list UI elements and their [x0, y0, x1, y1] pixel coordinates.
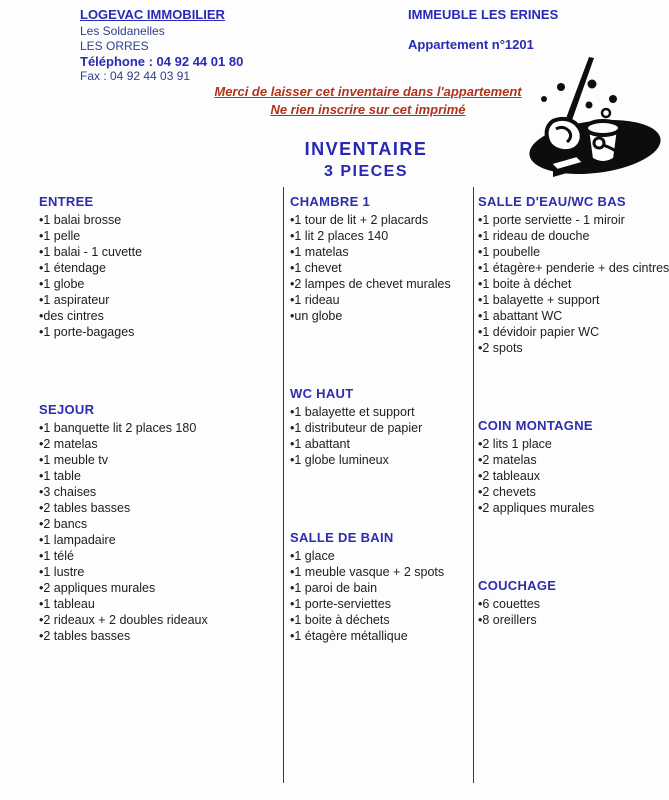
inventory-item: •1 balai brosse [39, 213, 122, 227]
section-heading: ENTREE [39, 194, 94, 209]
notice-line-2: Ne rien inscrire sur cet imprimé [270, 102, 466, 117]
inventory-item: •1 meuble vasque + 2 spots [290, 565, 445, 579]
inventory-item: •1 boite à déchets [290, 613, 390, 627]
inventory-section [478, 194, 668, 356]
inventory-item: •1 meuble tv [39, 453, 108, 467]
inventory-item: •2 tableaux [478, 469, 541, 483]
apartment-number: Appartement n°1201 [408, 37, 534, 52]
inventory-item: •1 boite à déchet [478, 277, 572, 291]
inventory-item: •2 matelas [478, 453, 537, 467]
column-divider-right [473, 187, 474, 783]
inventory-section [39, 194, 277, 340]
inventory-item: •un globe [290, 309, 343, 323]
inventory-item: •1 balai - 1 cuvette [39, 245, 143, 259]
inventory-item: •2 lits 1 place [478, 437, 552, 451]
inventory-item: •1 glace [290, 549, 335, 563]
inventory-item: •1 aspirateur [39, 293, 110, 307]
inventory-item: •1 étendage [39, 261, 106, 275]
inventory-item: •2 rideaux + 2 doubles rideaux [39, 613, 208, 627]
inventory-section [478, 578, 668, 628]
inventory-item: •1 porte-serviettes [290, 597, 391, 611]
inventory-section [290, 386, 468, 468]
column-divider-left [283, 187, 284, 783]
inventory-item: •1 globe lumineux [290, 453, 389, 467]
title-line-2: 3 PIECES [323, 163, 409, 180]
inventory-section [290, 194, 468, 324]
inventory-item: •1 lampadaire [39, 533, 116, 547]
section-heading: SEJOUR [39, 402, 95, 417]
inventory-item: •1 matelas [290, 245, 349, 259]
document-title [66, 138, 666, 182]
inventory-item: •1 poubelle [478, 245, 541, 259]
inventory-item: •2 chevets [478, 485, 536, 499]
inventory-item: •1 globe [39, 277, 85, 291]
agency-fax: Fax : 04 92 44 03 91 [80, 69, 191, 83]
inventory-item: •2 bancs [39, 517, 88, 531]
inventory-column-right [478, 194, 668, 628]
inventory-item: •1 tour de lit + 2 placards [290, 213, 429, 227]
inventory-item: •2 lampes de chevet murales [290, 277, 451, 291]
inventory-item: •1 balayette et support [290, 405, 415, 419]
title-line-1: INVENTAIRE [304, 139, 428, 159]
inventory-item: •1 paroi de bain [290, 581, 378, 595]
inventory-item: •1 distributeur de papier [290, 421, 423, 435]
inventory-item: •1 abattant WC [478, 309, 563, 323]
agency-city: LES ORRES [80, 39, 149, 53]
building-block [408, 7, 558, 52]
building-name: IMMEUBLE LES ERINES [408, 7, 559, 22]
inventory-item: •8 oreillers [478, 613, 537, 627]
inventory-item: •1 balayette + support [478, 293, 600, 307]
inventory-item: •2 tables basses [39, 629, 131, 643]
inventory-item: •2 appliques murales [478, 501, 595, 515]
inventory-item: •1 chevet [290, 261, 342, 275]
inventory-item: •des cintres [39, 309, 104, 323]
inventory-item: •1 abattant [290, 437, 350, 451]
inventory-item: •1 porte serviette - 1 miroir [478, 213, 625, 227]
section-heading: CHAMBRE 1 [290, 194, 370, 209]
inventory-item: •6 couettes [478, 597, 541, 611]
inventory-item: •1 porte-bagages [39, 325, 135, 339]
inventory-item: •1 rideau de douche [478, 229, 590, 243]
section-heading: COUCHAGE [478, 578, 557, 593]
section-heading: SALLE D'EAU/WC BAS [478, 194, 626, 209]
inventory-item: •1 rideau [290, 293, 340, 307]
inventory-item: •1 banquette lit 2 places 180 [39, 421, 197, 435]
inventory-item: •1 étagère métallique [290, 629, 408, 643]
agency-block [80, 6, 243, 84]
inventory-item: •2 tables basses [39, 501, 131, 515]
inventory-item: •2 spots [478, 341, 523, 355]
agency-name: LOGEVAC IMMOBILIER [80, 7, 225, 22]
inventory-item: •1 étagère+ penderie + des cintres [478, 261, 669, 275]
agency-phone: Téléphone : 04 92 44 01 80 [80, 54, 244, 69]
inventory-item: •1 dévidoir papier WC [478, 325, 600, 339]
inventory-section [290, 530, 468, 644]
inventory-item: •1 lustre [39, 565, 85, 579]
section-heading: WC HAUT [290, 386, 354, 401]
inventory-item: •2 appliques murales [39, 581, 156, 595]
inventory-item: •1 lit 2 places 140 [290, 229, 389, 243]
inventory-item: •1 télé [39, 549, 74, 563]
inventory-item: •1 table [39, 469, 81, 483]
section-heading: COIN MONTAGNE [478, 418, 593, 433]
section-heading: SALLE DE BAIN [290, 530, 394, 545]
inventory-section [39, 402, 277, 644]
inventory-column-left [39, 194, 277, 644]
inventory-section [478, 418, 668, 516]
inventory-column-middle [290, 194, 468, 644]
inventory-item: •1 tableau [39, 597, 95, 611]
notice-line-1: Merci de laisser cet inventaire dans l'appartement [214, 84, 522, 99]
inventory-item: •3 chaises [39, 485, 97, 499]
inventory-item: •2 matelas [39, 437, 98, 451]
agency-residence: Les Soldanelles [80, 24, 165, 38]
inventory-item: •1 pelle [39, 229, 81, 243]
